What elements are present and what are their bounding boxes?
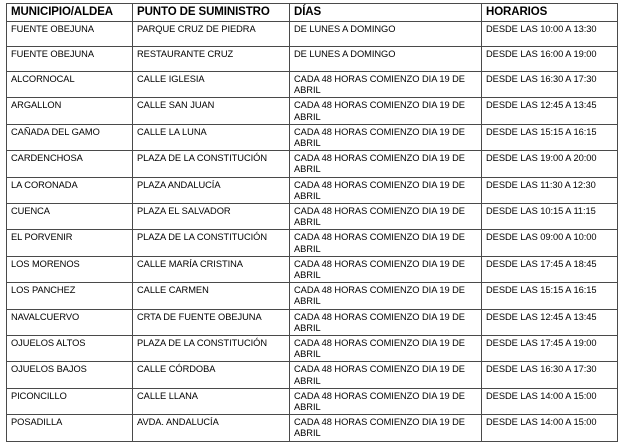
cell-dias [290, 98, 482, 124]
cell-dias-text: CADA 48 HORAS COMIENZO DIA 19 DE ABRIL [294, 232, 465, 254]
cell-punto-de-suministro-text: PLAZA DE LA CONSTITUCIÓN [137, 153, 268, 164]
cell-horarios-text: DESDE LAS 09:00 A 10:00 [486, 232, 597, 243]
table-row [7, 47, 618, 72]
table-row [7, 151, 618, 177]
cell-horarios-text: DESDE LAS 12:45 A 13:45 [486, 100, 597, 111]
cell-horarios-text: DESDE LAS 17:45 A 19:00 [486, 338, 597, 349]
cell-horarios [482, 388, 618, 414]
cell-municipio [7, 256, 133, 282]
cell-dias [290, 336, 482, 362]
cell-dias-text: CADA 48 HORAS COMIENZO DIA 19 DE ABRIL [294, 390, 465, 413]
cell-municipio [7, 124, 133, 150]
cell-punto-de-suministro [133, 388, 290, 414]
cell-horarios-text: DESDE LAS 16:30 A 17:30 [486, 364, 597, 375]
cell-municipio [7, 151, 133, 177]
cell-municipio [7, 177, 133, 203]
cell-dias-text: CADA 48 HORAS COMIENZO DIA 19 DE ABRIL [294, 153, 465, 175]
cell-dias [290, 72, 482, 98]
cell-municipio [7, 388, 133, 414]
cell-municipio-text: EL PORVENIR [11, 232, 73, 243]
cell-horarios [482, 362, 618, 388]
cell-dias [290, 415, 482, 441]
table-row [7, 177, 618, 203]
cell-horarios [482, 124, 618, 150]
table-row [7, 309, 618, 335]
cell-dias [290, 283, 482, 309]
cell-municipio-text: POSADILLA [11, 417, 63, 428]
cell-horarios [482, 309, 618, 335]
cell-punto-de-suministro-text: PLAZA DE LA CONSTITUCIÓN [137, 338, 268, 349]
cell-punto-de-suministro-text: PLAZA EL SALVADOR [137, 206, 231, 217]
cell-punto-de-suministro [133, 98, 290, 124]
cell-horarios-text: DESDE LAS 11:30 A 12:30 [486, 179, 596, 190]
cell-punto-de-suministro-text: CALLE SAN JUAN [137, 100, 215, 111]
cell-horarios [482, 230, 618, 256]
cell-horarios [482, 47, 618, 72]
cell-punto-de-suministro [133, 230, 290, 256]
cell-municipio-text: OJUELOS BAJOS [11, 364, 87, 375]
cell-horarios [482, 98, 618, 124]
cell-dias-text: CADA 48 HORAS COMIENZO DIA 19 DE ABRIL [294, 285, 465, 307]
cell-horarios-text: DESDE LAS 10:15 A 11:15 [486, 206, 596, 217]
cell-punto-de-suministro-text: CALLE LLANA [137, 390, 198, 401]
cell-horarios-text: DESDE LAS 15:15 A 16:15 [486, 126, 597, 137]
cell-horarios-text: DESDE LAS 14:00 A 15:00 [486, 390, 597, 401]
cell-punto-de-suministro-text: PLAZA DE LA CONSTITUCIÓN [137, 232, 268, 243]
cell-horarios-text: DESDE LAS 12:45 A 13:45 [486, 311, 597, 322]
cell-municipio-text: ARGALLON [11, 100, 62, 111]
cell-dias [290, 362, 482, 388]
column-header-dias: DÍAS [290, 4, 482, 22]
column-header-municipio: MUNICIPIO/ALDEA [7, 4, 133, 22]
table-row [7, 415, 618, 441]
cell-dias-text: CADA 48 HORAS COMIENZO DIA 19 DE ABRIL [294, 258, 465, 281]
cell-dias [290, 230, 482, 256]
cell-dias [290, 309, 482, 335]
cell-municipio [7, 47, 133, 72]
cell-municipio [7, 204, 133, 230]
cell-horarios-text: DESDE LAS 15:15 A 16:15 [486, 285, 597, 296]
cell-punto-de-suministro [133, 204, 290, 230]
table-body [7, 22, 618, 442]
cell-punto-de-suministro-text: CALLE IGLESIA [137, 74, 205, 84]
cell-punto-de-suministro-text: CALLE CARMEN [137, 285, 209, 296]
table-row [7, 98, 618, 124]
table-row [7, 72, 618, 98]
cell-horarios [482, 151, 618, 177]
cell-horarios [482, 283, 618, 309]
cell-municipio [7, 309, 133, 335]
cell-horarios-text: DESDE LAS 16:00 A 19:00 [486, 49, 597, 59]
cell-dias [290, 256, 482, 282]
cell-punto-de-suministro [133, 336, 290, 362]
cell-municipio-text: FUENTE OBEJUNA [11, 24, 94, 34]
cell-dias-text: CADA 48 HORAS COMIENZO DIA 19 DE ABRIL [294, 364, 465, 386]
cell-punto-de-suministro-text: PLAZA ANDALUCÍA [137, 179, 221, 190]
cell-dias-text: CADA 48 HORAS COMIENZO DIA 19 DE ABRIL [294, 417, 465, 439]
cell-municipio-text: PICONCILLO [11, 390, 67, 401]
cell-dias [290, 177, 482, 203]
cell-punto-de-suministro [133, 362, 290, 388]
cell-dias-text: CADA 48 HORAS COMIENZO DIA 19 DE ABRIL [294, 74, 465, 96]
table-header [7, 4, 618, 22]
cell-municipio [7, 72, 133, 98]
cell-dias-text: CADA 48 HORAS COMIENZO DIA 19 DE ABRIL [294, 206, 465, 228]
column-header-horarios: HORARIOS [482, 4, 618, 22]
cell-municipio-text: CARDENCHOSA [11, 153, 83, 164]
cell-horarios [482, 336, 618, 362]
cell-dias [290, 388, 482, 414]
cell-dias [290, 22, 482, 47]
table-row [7, 230, 618, 256]
cell-municipio-text: FUENTE OBEJUNA [11, 49, 94, 59]
cell-dias-text: CADA 48 HORAS COMIENZO DIA 19 DE ABRIL [294, 338, 465, 360]
cell-punto-de-suministro-text: RESTAURANTE CRUZ [137, 49, 234, 59]
cell-municipio-text: CAÑADA DEL GAMO [11, 126, 100, 137]
cell-horarios [482, 256, 618, 282]
cell-horarios [482, 177, 618, 203]
cell-punto-de-suministro-text: CALLE MARÍA CRISTINA [137, 258, 243, 269]
cell-horarios-text: DESDE LAS 19:00 A 20:00 [486, 153, 597, 164]
cell-municipio [7, 98, 133, 124]
cell-municipio-text: LA CORONADA [11, 179, 78, 190]
cell-municipio-text: NAVALCUERVO [11, 311, 80, 322]
cell-horarios-text: DESDE LAS 16:30 A 17:30 [486, 74, 597, 84]
table-row [7, 336, 618, 362]
cell-dias [290, 124, 482, 150]
cell-dias-text: DE LUNES A DOMINGO [294, 24, 396, 34]
cell-municipio [7, 283, 133, 309]
cell-horarios-text: DESDE LAS 10:00 A 13:30 [486, 24, 597, 34]
cell-punto-de-suministro [133, 47, 290, 72]
cell-punto-de-suministro [133, 283, 290, 309]
cell-punto-de-suministro [133, 72, 290, 98]
cell-municipio-text: CUENCA [11, 206, 50, 217]
cell-punto-de-suministro [133, 124, 290, 150]
cell-dias-text: CADA 48 HORAS COMIENZO DIA 19 DE ABRIL [294, 126, 465, 149]
table-row [7, 22, 618, 47]
table-row [7, 388, 618, 414]
cell-punto-de-suministro-text: PARQUE CRUZ DE PIEDRA [137, 24, 256, 34]
supply-points-table [6, 3, 618, 442]
cell-municipio [7, 415, 133, 441]
cell-punto-de-suministro [133, 415, 290, 441]
table-row [7, 204, 618, 230]
cell-dias-text: CADA 48 HORAS COMIENZO DIA 19 DE ABRIL [294, 179, 465, 201]
cell-municipio [7, 230, 133, 256]
cell-dias-text: CADA 48 HORAS COMIENZO DIA 19 DE ABRIL [294, 100, 465, 122]
cell-municipio [7, 362, 133, 388]
cell-punto-de-suministro [133, 177, 290, 203]
cell-horarios-text: DESDE LAS 17:45 A 18:45 [486, 258, 597, 269]
cell-dias-text: CADA 48 HORAS COMIENZO DIA 19 DE ABRIL [294, 311, 465, 333]
cell-municipio [7, 22, 133, 47]
column-header-punto-de-suministro: PUNTO DE SUMINISTRO [133, 4, 290, 22]
cell-horarios [482, 72, 618, 98]
cell-horarios [482, 204, 618, 230]
cell-horarios [482, 22, 618, 47]
cell-punto-de-suministro-text: CALLE LA LUNA [137, 126, 207, 137]
cell-municipio-text: ALCORNOCAL [11, 74, 75, 84]
cell-dias [290, 204, 482, 230]
cell-municipio-text: OJUELOS ALTOS [11, 338, 86, 349]
cell-dias [290, 47, 482, 72]
cell-punto-de-suministro [133, 256, 290, 282]
cell-dias [290, 151, 482, 177]
table-row [7, 362, 618, 388]
cell-punto-de-suministro-text: CALLE CÓRDOBA [137, 364, 216, 375]
cell-horarios [482, 415, 618, 441]
cell-municipio-text: LOS MORENOS [11, 258, 80, 269]
cell-municipio-text: LOS PANCHEZ [11, 285, 76, 296]
cell-punto-de-suministro-text: CRTA DE FUENTE OBEJUNA [137, 311, 262, 322]
cell-horarios-text: DESDE LAS 14:00 A 15:00 [486, 417, 597, 428]
table-row [7, 283, 618, 309]
table-header-row [7, 4, 618, 22]
cell-punto-de-suministro-text: AVDA. ANDALUCÍA [137, 417, 219, 428]
cell-punto-de-suministro [133, 22, 290, 47]
cell-punto-de-suministro [133, 151, 290, 177]
cell-municipio [7, 336, 133, 362]
table-row [7, 256, 618, 282]
cell-punto-de-suministro [133, 309, 290, 335]
cell-dias-text: DE LUNES A DOMINGO [294, 49, 396, 59]
table-row [7, 124, 618, 150]
